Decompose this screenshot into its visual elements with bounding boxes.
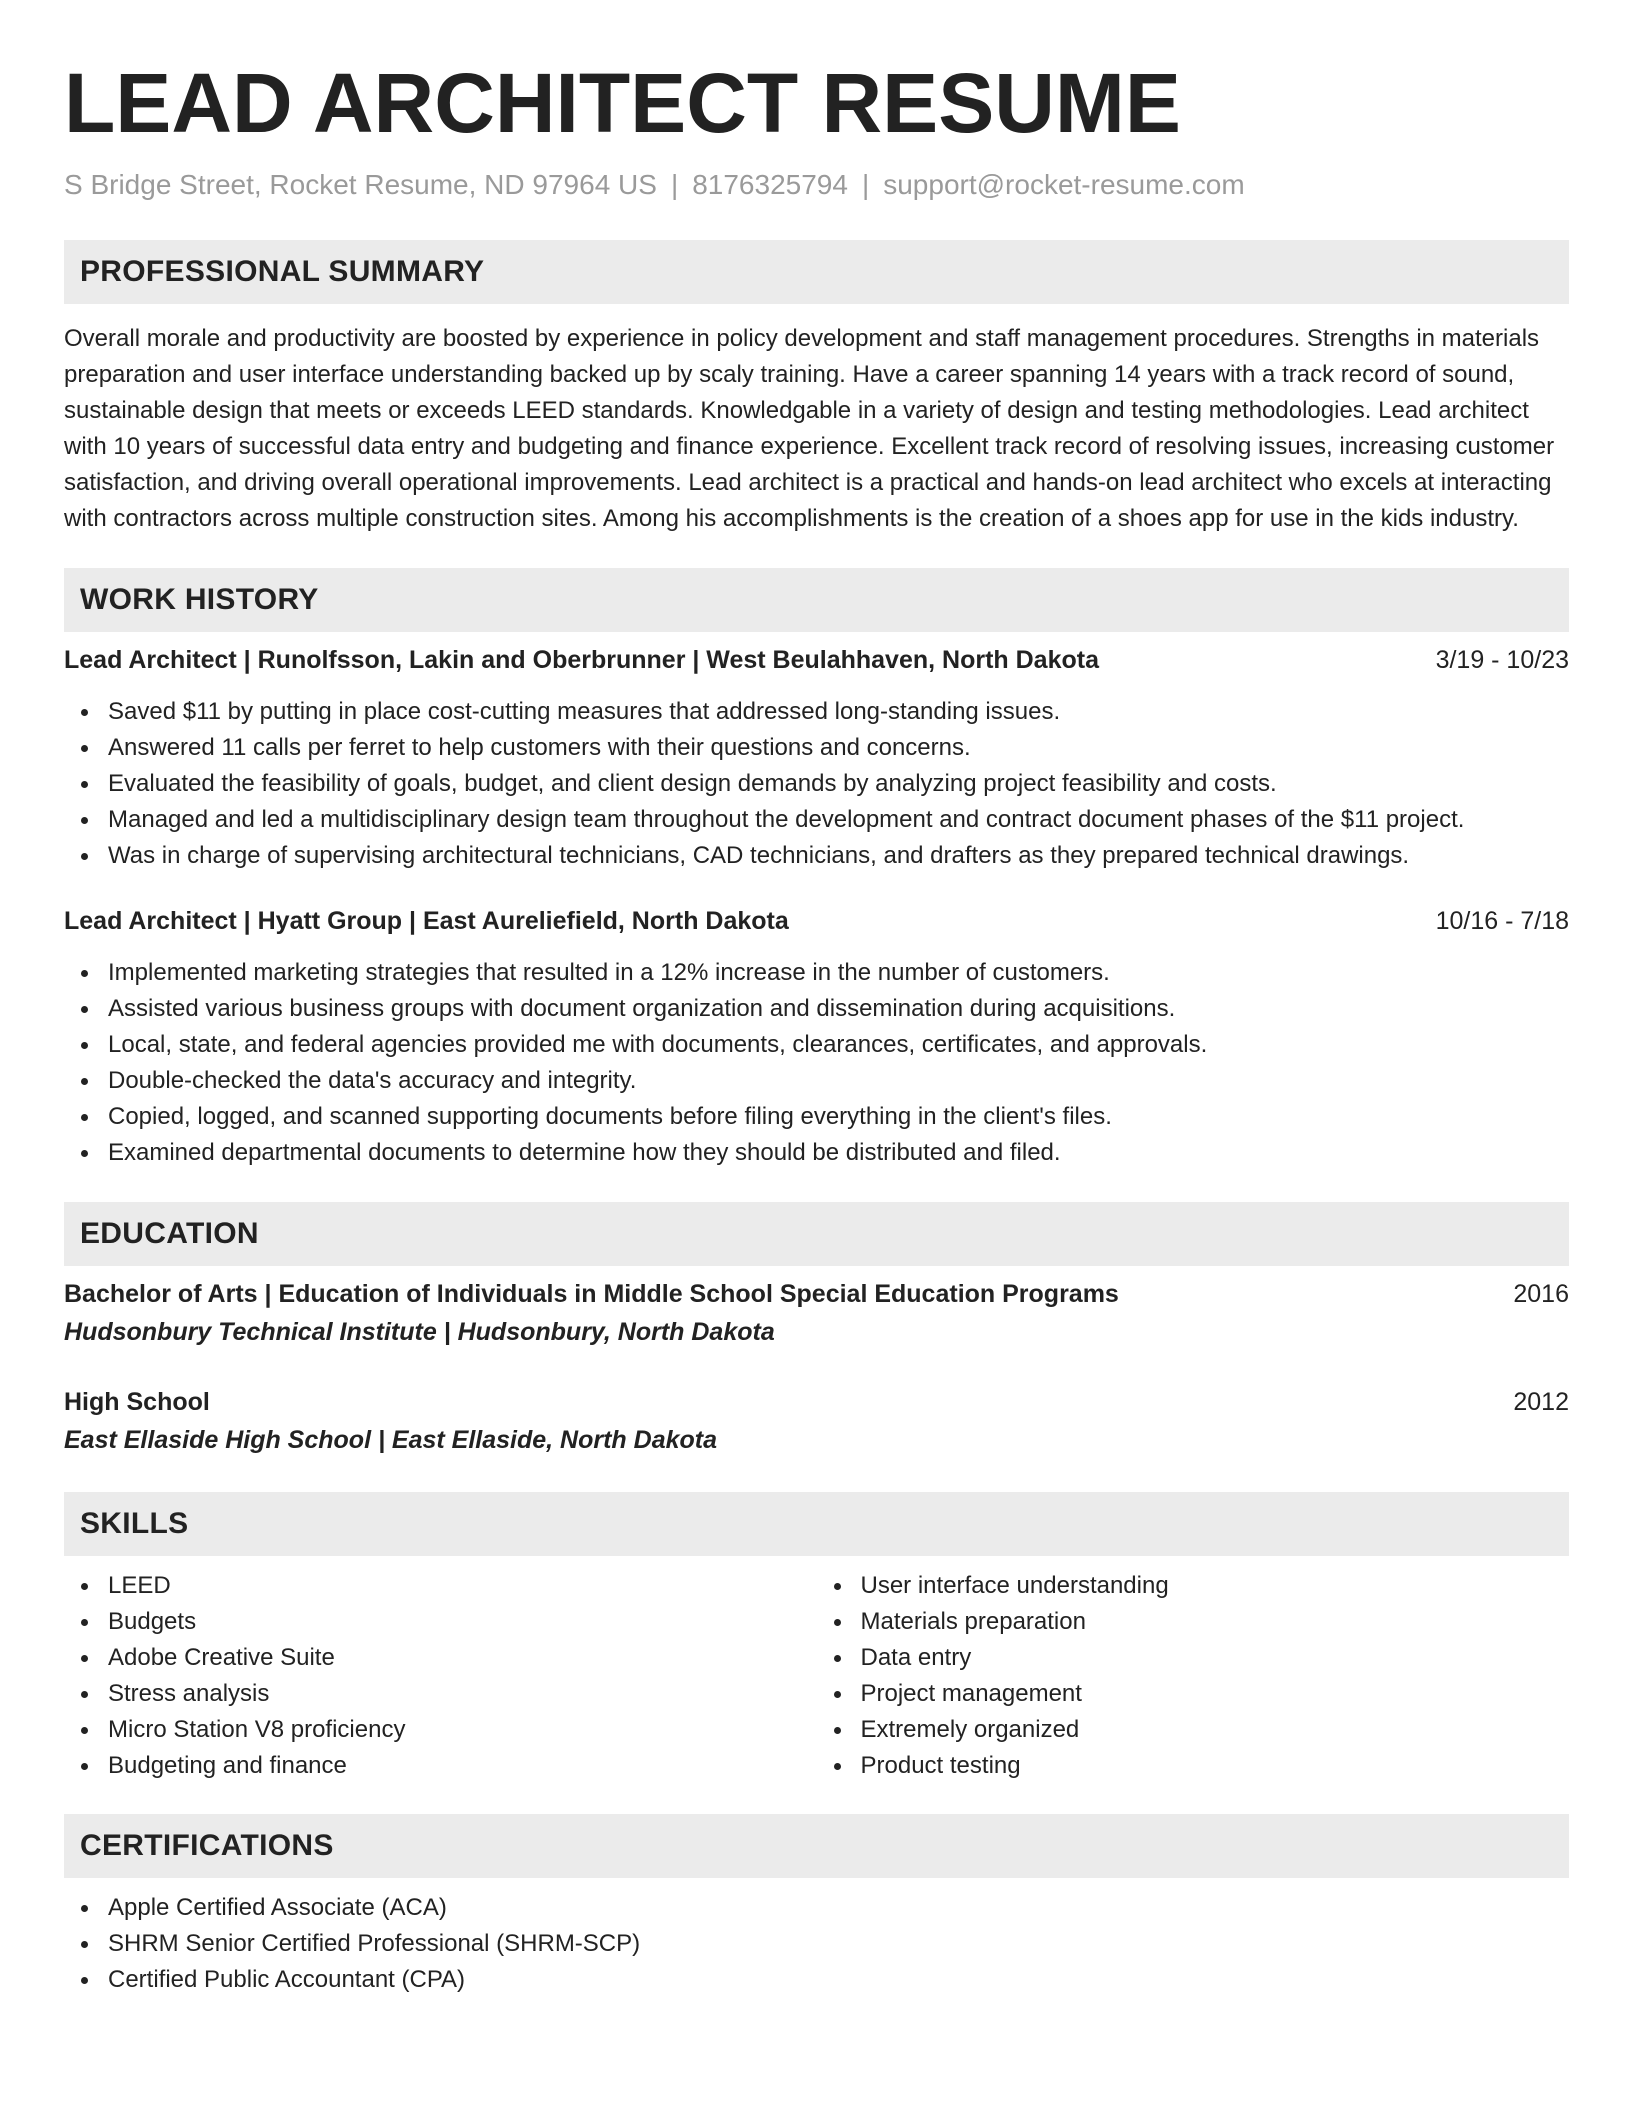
skills-columns <box>64 1568 1569 1784</box>
resume-title: LEAD ARCHITECT RESUME <box>64 56 1181 150</box>
education-header <box>64 1384 1569 1420</box>
summary-text: Overall morale and productivity are boosted by experience in policy development and staff management procedures. Strengths in materials preparation and user interface understanding backed up by scaly training. Have a career spanning 14 years with a track record of sound, sustainable design that meets or exceeds LEED standards. Knowledgable in a variety of design and testing methodologies. Lead architect with 10 years of successful data entry and budgeting and finance experience. Excellent track record of resolving issues, increasing customer satisfaction, and driving overall operational improvements. Lead architect is a practical and hands-on lead architect who excels at interacting with contractors across multiple construction sites. Among his accomplishments is the creation of a shoes app for use in the kids industry. <box>64 325 1555 532</box>
education-school: Hudsonbury Technical Institute | Hudsonbury, North Dakota <box>64 1318 775 1346</box>
job-bullets <box>64 694 1569 874</box>
contact-separator: | <box>861 169 870 200</box>
contact-email: support@rocket-resume.com <box>883 169 1245 200</box>
skill-item: LEED <box>64 1568 817 1604</box>
job-bullet: Double-checked the data's accuracy and integrity. <box>64 1063 1569 1099</box>
job-bullet: Saved $11 by putting in place cost-cutting measures that addressed long-standing issues. <box>64 694 1569 730</box>
certification-item: SHRM Senior Certified Professional (SHRM-SCP) <box>64 1926 1569 1962</box>
skill-item: Stress analysis <box>64 1676 817 1712</box>
job-header <box>64 903 1569 939</box>
education-school: East Ellaside High School | East Ellaside, North Dakota <box>64 1426 718 1454</box>
education-year: 2016 <box>1513 1280 1569 1308</box>
job-bullet: Was in charge of supervising architectural technicians, CAD technicians, and drafters as they prepared technical drawings. <box>64 838 1569 874</box>
job-bullet: Examined departmental documents to determine how they should be distributed and filed. <box>64 1135 1569 1171</box>
certification-item: Apple Certified Associate (ACA) <box>64 1890 1569 1926</box>
job-bullet: Managed and led a multidisciplinary design team throughout the development and contract document phases of the $11 project. <box>64 802 1569 838</box>
skills-list-left <box>64 1568 817 1784</box>
contact-phone: 8176325794 <box>692 169 848 200</box>
section-header-skills: SKILLS <box>64 1492 1569 1556</box>
education-degree: High School <box>64 1388 210 1416</box>
contact-address: S Bridge Street, Rocket Resume, ND 97964 US <box>64 169 657 200</box>
job-bullet: Answered 11 calls per ferret to help customers with their questions and concerns. <box>64 730 1569 766</box>
job-bullet: Implemented marketing strategies that resulted in a 12% increase in the number of customers. <box>64 955 1569 991</box>
skill-item: Budgets <box>64 1604 817 1640</box>
section-header-summary: PROFESSIONAL SUMMARY <box>64 240 1569 304</box>
job-dates: 10/16 - 7/18 <box>1435 907 1569 935</box>
job-bullet: Assisted various business groups with document organization and dissemination during acquisitions. <box>64 991 1569 1027</box>
education-entry <box>64 1384 1569 1458</box>
job-bullets <box>64 955 1569 1171</box>
education-degree: Bachelor of Arts | Education of Individuals in Middle School Special Education Programs <box>64 1280 1119 1308</box>
skills-list-right <box>817 1568 1570 1784</box>
skill-item: Materials preparation <box>817 1604 1570 1640</box>
job-entry <box>64 642 1569 874</box>
job-bullet: Copied, logged, and scanned supporting documents before filing everything in the client's files. <box>64 1099 1569 1135</box>
job-title: Lead Architect | Hyatt Group | East Aureliefield, North Dakota <box>64 907 789 935</box>
contact-line <box>64 168 1569 202</box>
job-dates: 3/19 - 10/23 <box>1435 646 1569 674</box>
skill-item: User interface understanding <box>817 1568 1570 1604</box>
skill-item: Data entry <box>817 1640 1570 1676</box>
certification-item: Certified Public Accountant (CPA) <box>64 1962 1569 1998</box>
job-bullet: Local, state, and federal agencies provided me with documents, clearances, certificates, and approvals. <box>64 1027 1569 1063</box>
education-year: 2012 <box>1513 1388 1569 1416</box>
section-header-certifications: CERTIFICATIONS <box>64 1814 1569 1878</box>
section-header-work-history: WORK HISTORY <box>64 568 1569 632</box>
skill-item: Micro Station V8 proficiency <box>64 1712 817 1748</box>
certifications-list <box>64 1890 1569 1998</box>
job-header <box>64 642 1569 678</box>
job-bullet: Evaluated the feasibility of goals, budget, and client design demands by analyzing project feasibility and costs. <box>64 766 1569 802</box>
skill-item: Extremely organized <box>817 1712 1570 1748</box>
skill-item: Adobe Creative Suite <box>64 1640 817 1676</box>
skill-item: Product testing <box>817 1748 1570 1784</box>
skill-item: Budgeting and finance <box>64 1748 817 1784</box>
contact-separator: | <box>670 169 679 200</box>
job-entry <box>64 903 1569 1171</box>
section-header-education: EDUCATION <box>64 1202 1569 1266</box>
education-header <box>64 1276 1569 1312</box>
job-title: Lead Architect | Runolfsson, Lakin and Oberbrunner | West Beulahhaven, North Dakota <box>64 646 1099 674</box>
skill-item: Project management <box>817 1676 1570 1712</box>
education-entry <box>64 1276 1569 1350</box>
